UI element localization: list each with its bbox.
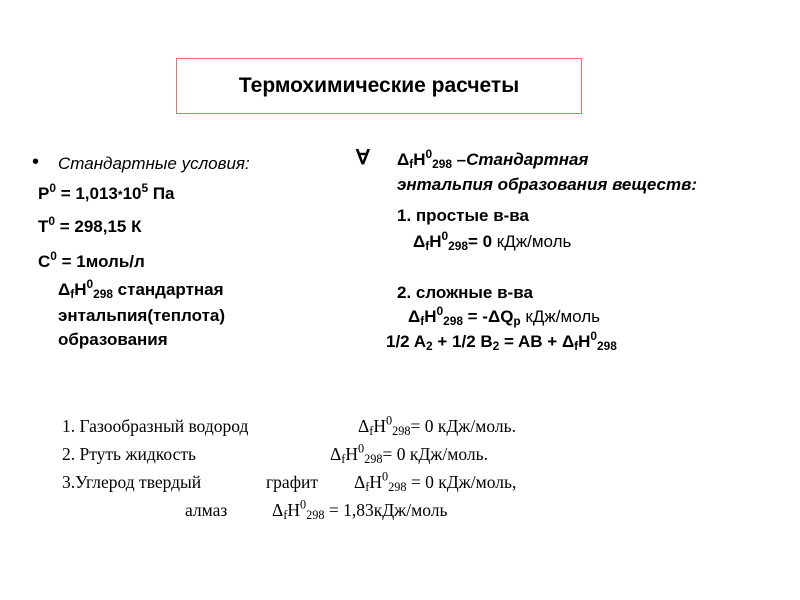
page-title: Термохимические расчеты	[238, 74, 520, 97]
enthalpy-definition-line1: $\Delta_fH^0_{298}$ стандартная	[58, 276, 224, 301]
title-box	[176, 58, 582, 114]
example-diamond-value: $\Delta_fH^0_{298}$ = 1,83кДж/моль	[272, 497, 448, 523]
standard-conditions-heading: Стандартные условия:	[58, 154, 250, 173]
simple-substances-label: 1. простые в-ва	[397, 206, 529, 225]
example-hydrogen-label: 1. Газообразный водород	[62, 416, 249, 436]
complex-substances-equation: $\Delta_fH^0_{298} = -\Delta Q_p$ кДж/моль	[408, 303, 601, 328]
example-carbon-label: 3.Углерод твердый	[62, 472, 202, 492]
forall-bullet-icon: ∀	[356, 147, 370, 169]
bullet: •	[32, 151, 40, 173]
example-diamond-label: алмаз	[185, 500, 228, 520]
definition-line1: $\Delta_fH^0_{298}$ –Стандартная	[397, 146, 589, 171]
enthalpy-definition-line3: образования	[58, 330, 168, 349]
definition-line2: энтальпия образования веществ:	[397, 175, 697, 194]
example-graphite-label: графит	[266, 472, 319, 492]
example-graphite-value: $\Delta_fH^0_{298} = 0$ кДж/моль,	[354, 469, 517, 495]
enthalpy-definition-line2: энтальпия(теплота)	[58, 306, 226, 325]
example-mercury-value: $\Delta_fH^0_{298}= 0$ кДж/моль.	[330, 441, 488, 467]
complex-substances-label: 2. сложные в-ва	[397, 283, 533, 302]
reaction-equation: 1/2 $A_2 + 1/2$ $B_2$ = AB + $\Delta_fH^0_{298}$	[386, 328, 617, 353]
simple-substances-equation: $\Delta_fH^0_{298}= 0$ кДж/моль	[413, 228, 572, 253]
concentration-line: $С^0$ = 1моль/л	[38, 248, 145, 271]
example-hydrogen-value: $\Delta_fH^0_{298}= 0$ кДж/моль.	[358, 413, 516, 439]
temperature-line: $Т^0 = 298,15$ К	[38, 213, 142, 236]
example-mercury-label: 2. Ртуть жидкость	[62, 444, 196, 464]
pressure-line: $Р^0 = 1,013*10^5$ Па	[38, 180, 175, 203]
